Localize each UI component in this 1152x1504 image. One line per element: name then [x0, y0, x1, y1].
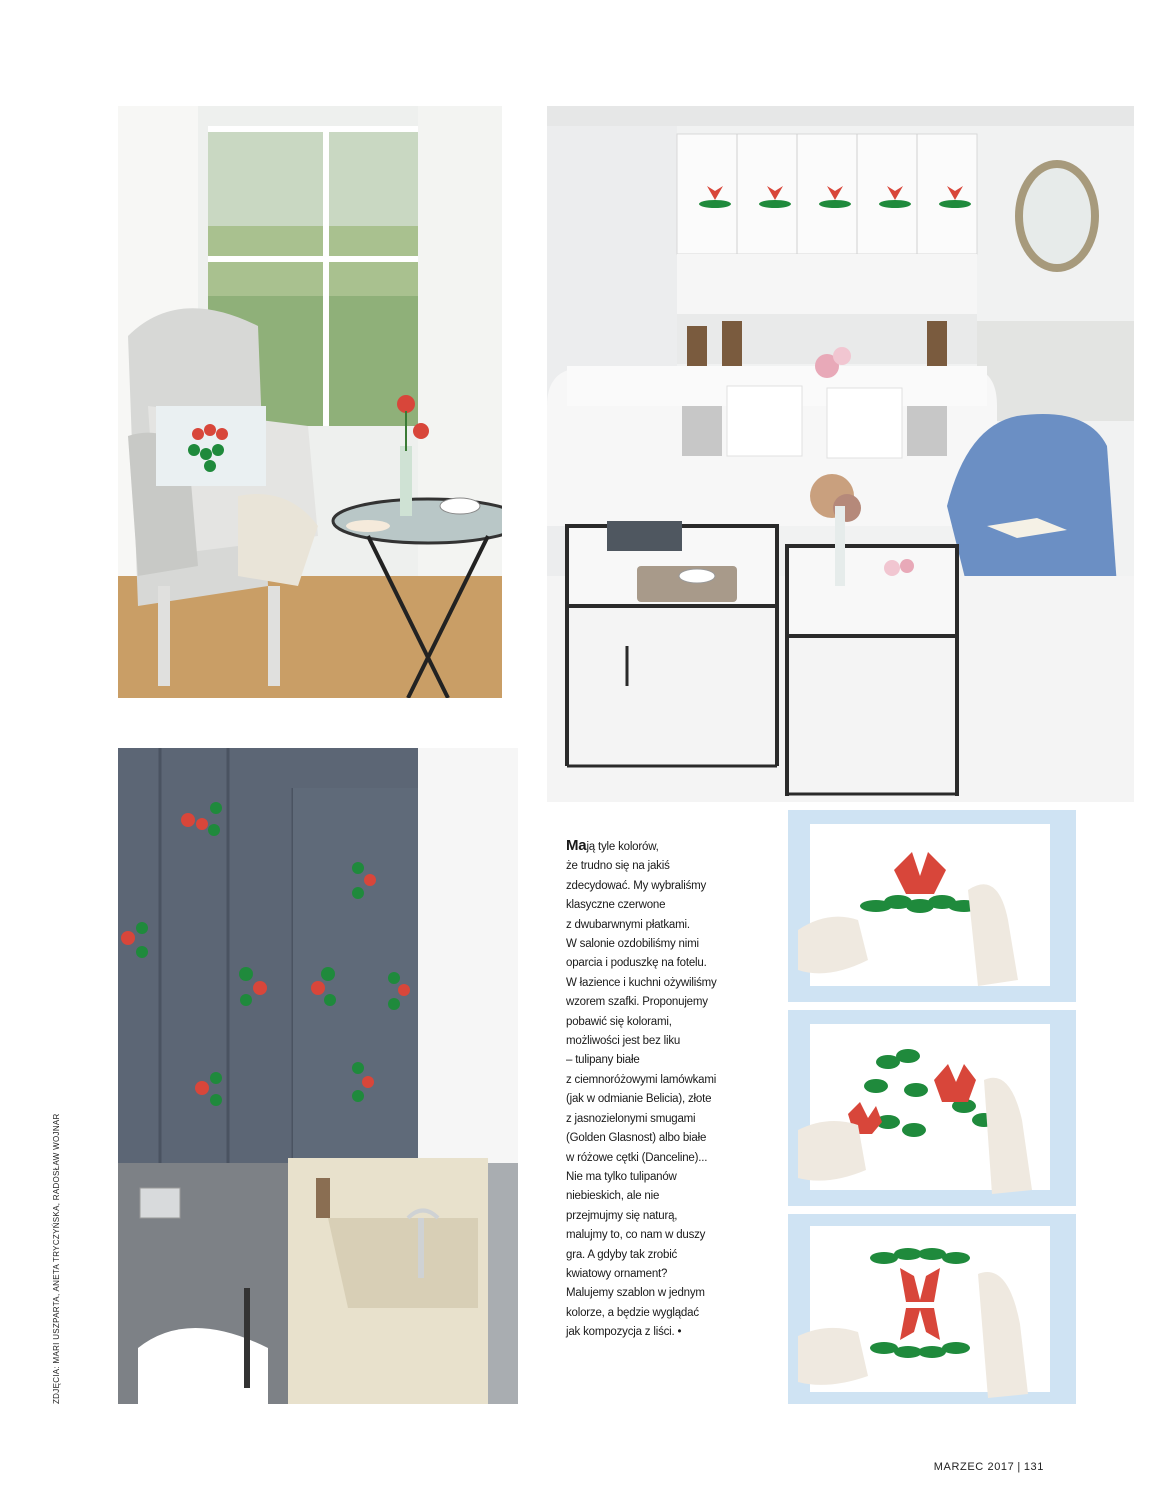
article-line: (jak w odmianie Belicia), złote — [566, 1093, 712, 1106]
issue-date: MARZEC 2017 — [933, 1461, 1015, 1473]
article-line: zdecydować. My wybraliśmy — [566, 879, 707, 892]
article-line: pobawić się kolorami, — [566, 1015, 672, 1028]
article-body — [566, 836, 780, 1343]
article-line: z ciemnoróżowymi lamówkami — [566, 1073, 717, 1086]
article-line: jak kompozycja z liści. • — [566, 1326, 682, 1339]
article-line: wzorem szafki. Proponujemy — [566, 996, 708, 1009]
photo-credit: ZDJĘCIA: MARI USZPARTA, ANETA TRYCZYŃSKA, RADOSŁAW WOJNAR — [52, 1113, 61, 1404]
article-line: oparcia i poduszkę na fotelu. — [566, 957, 707, 970]
footer-separator: | — [1017, 1461, 1021, 1473]
stencil-step-1 — [788, 810, 1076, 1002]
article-line: ją tyle kolorów, — [586, 841, 659, 853]
article-line: z dwubarwnymi płatkami. — [566, 918, 690, 931]
article-dropcap: Ma — [566, 837, 587, 854]
stencil-steps — [788, 810, 1076, 1404]
article-line: malujmy to, co nam w duszy — [566, 1229, 706, 1242]
article-line: klasyczne czerwone — [566, 899, 666, 912]
page-footer — [934, 1461, 1044, 1473]
article-line: przejmujmy się naturą, — [566, 1209, 678, 1222]
photo-bathroom-cabinets — [118, 748, 518, 1404]
article-line: że trudno się na jakiś — [566, 860, 670, 873]
article-line: niebieskich, ale nie — [566, 1190, 660, 1203]
article-line: z jasnozielonymi smugami — [566, 1112, 696, 1125]
article-line: W salonie ozdobiliśmy nimi — [566, 938, 699, 951]
page-number: 131 — [1023, 1461, 1044, 1473]
article-line: w różowe cętki (Danceline)... — [566, 1151, 708, 1164]
article-paragraph — [566, 836, 780, 857]
article-line: gra. A gdyby tak zrobić — [566, 1248, 678, 1261]
article-line: Nie ma tylko tulipanów — [566, 1170, 677, 1183]
article-line: (Golden Glasnost) albo białe — [566, 1132, 707, 1145]
photo-living-room — [547, 106, 1134, 802]
stencil-step-2 — [788, 1010, 1076, 1206]
article-line: kolorze, a będzie wyglądać — [566, 1306, 699, 1319]
article-line: W łazience i kuchni ożywiliśmy — [566, 976, 717, 989]
article-line: kwiatowy ornament? — [566, 1267, 668, 1280]
article-line: Malujemy szablon w jednym — [566, 1287, 705, 1300]
article-line: możliwości jest bez liku — [566, 1035, 681, 1048]
photo-armchair-window — [118, 106, 502, 698]
stencil-step-3 — [788, 1214, 1076, 1404]
article-line: – tulipany białe — [566, 1054, 640, 1067]
